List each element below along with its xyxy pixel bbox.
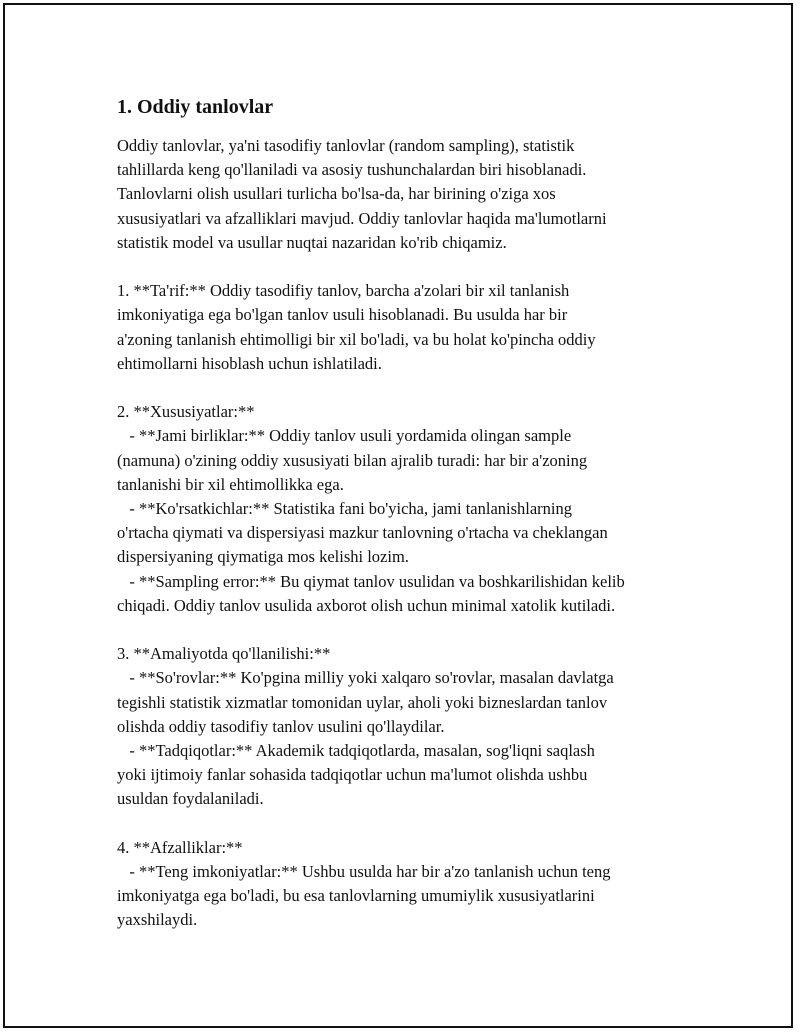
paragraph-gap	[117, 376, 717, 400]
paragraph-gap	[117, 618, 717, 642]
definition-paragraph: 1. **Ta'rif:** Oddiy tasodifiy tanlov, barcha a'zolari bir xil tanlanish imkoniyatiga ega bo'lgan tanlov usuli hisoblanadi. Bu usulda har bir a'zoning tanlanish ehtimolligi bir xil bo'ladi, va bu holat ko'pincha oddiy ehtimollarni hisoblash uchun ishlatiladi.	[117, 281, 596, 373]
paragraph-gap	[117, 255, 717, 279]
intro-paragraph: Oddiy tanlovlar, ya'ni tasodifiy tanlovlar (random sampling), statistik tahlillarda keng qo'llaniladi va asosiy tushunchalardan biri hisoblanadi. Tanlovlarni olish usullari turlicha bo'lsa-da, har birining o'ziga xos xususiyatlari va afzalliklari mavjud. Oddiy tanlovlar haqida ma'lumotlarni statistik model va usullar nuqtai nazaridan ko'rib chiqamiz.	[117, 136, 607, 252]
practice-paragraph: 3. **Amaliyotda qo'llanilishi:** - **So'rovlar:** Ko'pgina milliy yoki xalqaro so'rovlar, masalan davlatga tegishli statistik xizmatlar tomonidan uylar, aholi yoki bizneslardan tanlov olishda oddiy tasodifiy tanlov usulini qo'llaydilar. - **Tadqiqotlar:** Akademik tadqiqotlarda, masalan, sog'liqni saqlash yoki ijtimoiy fanlar sohasida tadqiqotlar uchun ma'lumot olishda ushbu usuldan foydalaniladi.	[117, 644, 614, 809]
properties-paragraph: 2. **Xususiyatlar:** - **Jami birliklar:** Oddiy tanlov usuli yordamida olingan sample (namuna) o'zining oddiy xususiyati bilan ajralib turadi: har bir a'zoning tanlanishi bir xil ehtimollikka ega. - **Ko'rsatkichlar:** Statistika fani bo'yicha, jami tanlanishlarning o'rtacha qiymati va dispersiyasi mazkur tanlovning o'rtacha va cheklangan dispersiyaning qiymatiga mos kelishi lozim. - **Sampling error:** Bu qiymat tanlov usulidan va boshkarilishidan kelib chiqadi. Oddiy tanlov usulida axborot olish uchun minimal xatolik kutiladi.	[117, 402, 625, 615]
paragraph-gap	[117, 812, 717, 836]
section-heading: 1. Oddiy tanlovlar	[117, 96, 274, 118]
advantages-paragraph: 4. **Afzalliklar:** - **Teng imkoniyatlar:** Ushbu usulda har bir a'zo tanlanish uchun teng imkoniyatga ega bo'ladi, bu esa tanlovlarning umumiylik xususiyatlarini yaxshilaydi.	[117, 837, 611, 930]
document-body	[117, 94, 717, 933]
